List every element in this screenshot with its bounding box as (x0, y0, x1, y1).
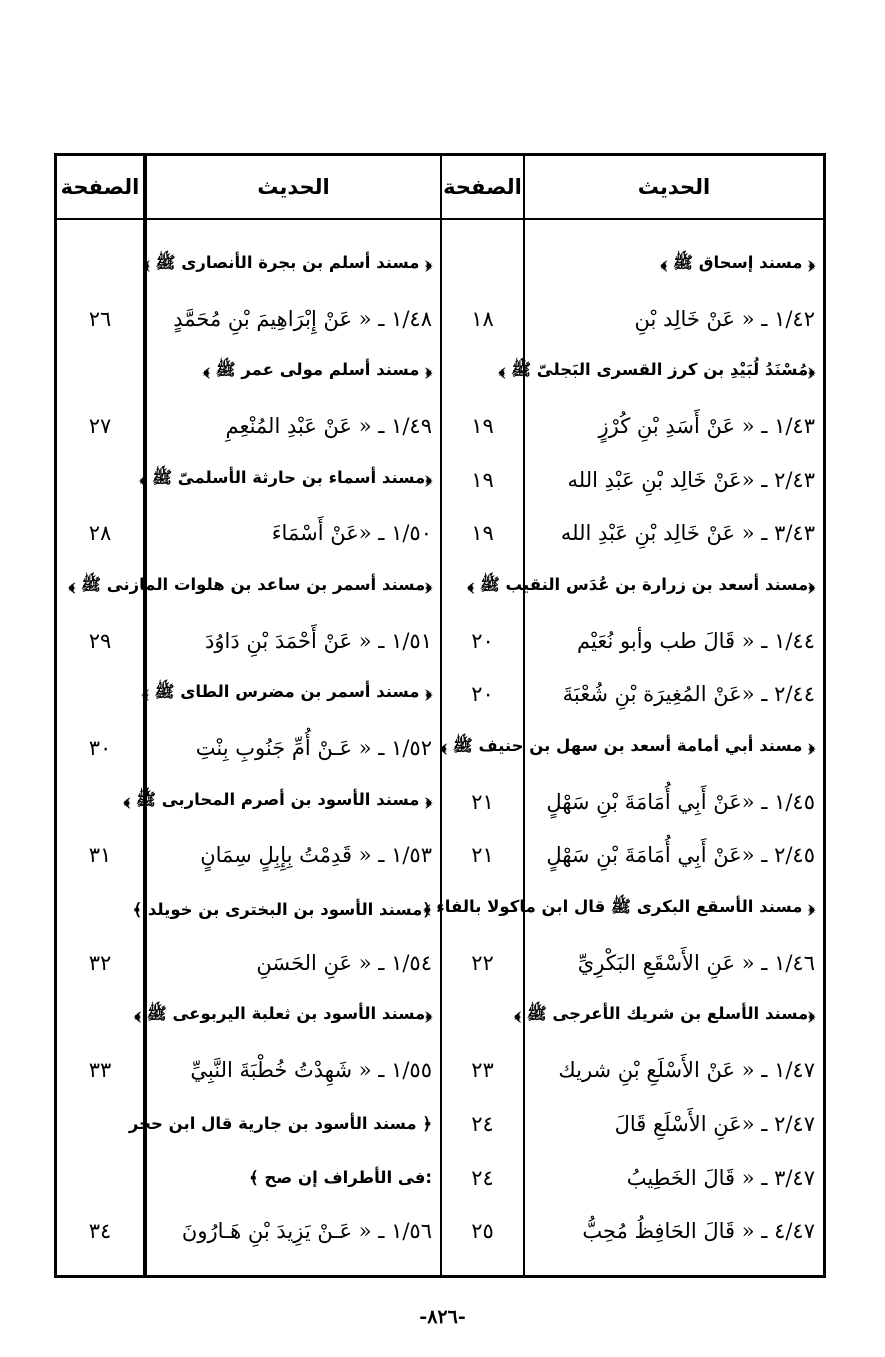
entry-text: ٤/٤٧ ـ « قَالَ الحَافِظُ مُحِبُّ (582, 1219, 815, 1244)
section-title: ﴿ مسند الأسود بن جارية قال ابن حجر (128, 1114, 432, 1134)
hadith-entry (147, 829, 440, 883)
hadith-entry (525, 775, 823, 829)
entry-text: ١/٥٠ ـ «عَنْ أَسْمَاءَ (271, 521, 432, 546)
page-ref (57, 560, 143, 614)
hadith-entry (525, 292, 823, 346)
page-ref (57, 453, 143, 507)
page-ref (57, 882, 143, 936)
section-heading (128, 1097, 440, 1151)
section-heading (139, 453, 440, 507)
page-ref: ٢٥ (471, 1219, 494, 1244)
page-ref: ٣١ (88, 843, 112, 868)
hadith-entry (525, 1151, 823, 1205)
page-ref (57, 238, 143, 292)
index-table (54, 153, 826, 1278)
section-title: ﴿مسند الأسلع بن شريك الأعرجى ﷺ ﴾ (514, 1004, 815, 1024)
section-heading (498, 345, 823, 399)
entry-text: ٢/٤٥ ـ «عَنْ أَبِي أُمَامَةَ بْنِ سَهْلٍ (546, 843, 815, 868)
page-ref (57, 775, 143, 829)
hadith-entry (147, 1204, 440, 1258)
hadith-entry (147, 936, 440, 990)
page-ref: ٢٣ (471, 1058, 494, 1083)
hadith-entry (525, 829, 823, 883)
entry-text: ١/٤٥ ـ «عَنْ أَبِي أُمَامَةَ بْنِ سَهْلٍ (546, 789, 815, 814)
section-heading (123, 775, 440, 829)
entry-text: ١/٤٦ ـ « عَنِ الأَسْقَعِ البَكْرِيِّ (577, 950, 815, 975)
hadith-entry (147, 399, 440, 453)
entry-text: ١/٤٤ ـ « قَالَ طب وأبو نُعَيْم (577, 628, 815, 653)
section-heading (423, 882, 823, 936)
page-ref: ١٩ (471, 467, 494, 492)
hadith-entry (147, 1043, 440, 1097)
hadith-entry (525, 668, 823, 722)
entry-text: ٣/٤٧ ـ « قَالَ الخَطِيبُ (626, 1165, 815, 1190)
page-ref: ٣٤ (88, 1219, 112, 1244)
section-title: ﴿مسند الأسود بن ثعلبة اليربوعى ﷺ ﴾ (134, 1004, 432, 1024)
header-hadith-right: الحديث (525, 156, 823, 220)
section-heading (467, 560, 823, 614)
hadith-entry (525, 1043, 823, 1097)
section-heading (68, 560, 440, 614)
hadith-entry (525, 399, 823, 453)
entry-text: ١/٤٢ ـ « عَنْ خَالِد بْنِ (634, 306, 815, 331)
page-ref: ٢١ (471, 843, 494, 868)
page-ref: ٢٠ (471, 628, 494, 653)
section-title: ﴿ مسند أسلم بن بجرة الأنصارى ﷺ ﴾ (143, 252, 432, 272)
page-ref: ٢٦ (88, 306, 112, 331)
hadith-entry (525, 936, 823, 990)
section-title: ﴿ مسند الأسقع البكرى ﷺ قال ابن ماكولا بالفاء ﴾ (423, 897, 815, 917)
section-heading (132, 882, 440, 936)
page-ref: ٢٨ (88, 521, 112, 546)
section-heading (143, 238, 440, 292)
hadith-entry (147, 506, 440, 560)
entry-text: ٣/٤٣ ـ « عَنْ خَالِد بْنِ عَبْدِ الله (560, 521, 815, 546)
page-ref (57, 1097, 143, 1151)
entry-text: ١/٥٢ ـ « عَـنْ أُمِّ جَنُوبِ بِنْتِ (195, 736, 432, 761)
hadith-entry (525, 1097, 823, 1151)
hadith-entry (525, 1204, 823, 1258)
header-page-right: الصفحة (440, 156, 525, 220)
section-title: ﴿ مسند أبي أمامة أسعد بن سهل بن حنيف ﷺ ﴾ (440, 736, 815, 756)
page-ref (57, 1151, 143, 1205)
page-ref (442, 721, 523, 775)
entry-text: ١/٤٨ ـ « عَنْ إِبْرَاهِيمَ بْنِ مُحَمَّدٍ (173, 306, 432, 331)
page-ref (57, 345, 143, 399)
entry-text: ١/٥١ ـ « عَنْ أَحْمَدَ بْنِ دَاوُدَ (205, 628, 432, 653)
page-ref (442, 238, 523, 292)
hadith-entry (147, 292, 440, 346)
hadith-entry (525, 614, 823, 668)
section-title: ﴿ مسند الأسود بن أصرم المحاربى ﷺ ﴾ (123, 789, 432, 809)
header-page-left: الصفحة (57, 156, 145, 220)
section-heading (147, 345, 440, 399)
section-title: ﴿مسند أسماء بن حارثة الأسلمىّ ﷺ ﴾ (139, 467, 432, 487)
page-ref (442, 990, 523, 1044)
section-heading (134, 990, 440, 1044)
entry-text: ٢/٤٧ ـ «عَنِ الأَسْلَعِ قَالَ (614, 1111, 815, 1136)
section-title: ﴿مسند الأسود بن البخترى بن خويلد ﴾ (132, 899, 432, 919)
page-number: -٨٢٦- (419, 1306, 466, 1328)
hadith-entry (525, 453, 823, 507)
entry-text: ٢/٤٣ ـ «عَنْ خَالِد بْنِ عَبْدِ الله (567, 467, 815, 492)
page-ref (57, 668, 143, 722)
page-ref: ٢٠ (471, 682, 494, 707)
page-ref: ٣٢ (88, 950, 112, 975)
section-heading (147, 1151, 440, 1205)
section-title: ﴿ مسند إسحاق ﷺ ﴾ (660, 252, 815, 272)
page-ref: ٢٤ (471, 1165, 494, 1190)
entry-text: ١/٥٦ ـ « عَـنْ يَزِيدَ بْنِ هَـارُونَ (181, 1219, 432, 1244)
section-title: ﴿مسند أسمر بن ساعد بن هلوات المازنى ﷺ ﴾ (68, 574, 432, 594)
entry-text: ١/٤٧ ـ « عَنْ الأَسْلَعِ بْنِ شريك (558, 1058, 815, 1083)
entry-text: ١/٥٥ ـ « شَهِدْتُ خُطْبَةَ النَّبِيِّ (190, 1058, 432, 1083)
page-ref (442, 345, 523, 399)
entry-text: ١/٤٩ ـ « عَنْ عَبْدِ المُنْعِمِ (225, 413, 432, 438)
page-ref: ١٨ (471, 306, 494, 331)
page-ref (442, 882, 523, 936)
page-ref: ٢١ (471, 789, 494, 814)
page-ref (442, 560, 523, 614)
page-ref: ٢٧ (88, 413, 112, 438)
hadith-entry (147, 721, 440, 775)
section-title: ﴿مُسْنَدُ لُبَيْدِ بن كرز القسرى البَجلىّ ﷺ ﴾ (498, 360, 815, 380)
hadith-entry (147, 614, 440, 668)
page-ref (57, 990, 143, 1044)
page-ref: ١٩ (471, 521, 494, 546)
section-heading (142, 668, 440, 722)
section-heading (440, 721, 823, 775)
entry-text: ١/٥٤ ـ « عَنِ الحَسَنِ (256, 950, 432, 975)
page-ref: ٣٠ (88, 736, 112, 761)
section-title: ﴿ مسند أسمر بن مضرس الطاى ﷺ ﴾ (142, 682, 432, 702)
section-heading (514, 990, 823, 1044)
hadith-entry (525, 506, 823, 560)
section-title: :فى الأطراف إن صح ﴾ (249, 1168, 432, 1188)
header-hadith-left: الحديث (145, 156, 440, 220)
entry-text: ١/٤٣ ـ « عَنْ أَسَدِ بْنِ كُرْزٍ (598, 413, 815, 438)
page-ref: ٢٢ (471, 950, 494, 975)
page-ref: ٣٣ (88, 1058, 112, 1083)
page-ref: ٢٤ (471, 1111, 494, 1136)
entry-text: ١/٥٣ ـ « قَدِمْتُ بِإِبِلٍ سِمَانٍ (200, 843, 432, 868)
page-ref: ١٩ (471, 413, 494, 438)
section-title: ﴿ مسند أسلم مولى عمر ﷺ ﴾ (203, 360, 432, 380)
section-heading (525, 238, 823, 292)
page-ref: ٢٩ (88, 628, 112, 653)
section-title: ﴿مسند أسعد بن زرارة بن عُدَس النقيب ﷺ ﴾ (467, 574, 815, 594)
left-page-column (57, 220, 145, 1275)
entry-text: ٢/٤٤ ـ «عَنْ المُغِيرَة بْنِ شُعْبَةَ (562, 682, 815, 707)
right-page-column (440, 220, 525, 1275)
